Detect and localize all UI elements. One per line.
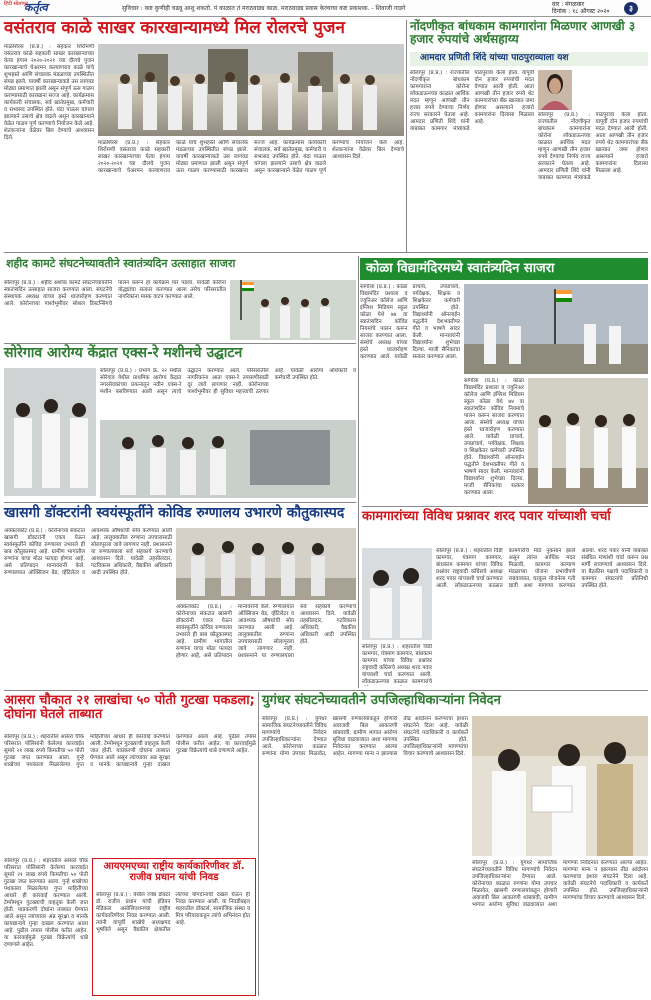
divider-h3 [4, 502, 356, 503]
a5-photo-left [4, 368, 96, 496]
a9-headline: आयएमएच्या राष्ट्रीय कार्यकारिणीवर डॉ. राजीव प्रधान यांची निवड [103, 861, 245, 883]
a9-body: सोलापूर (प्र.प्र.) : येथील ज्येष्ठ डॉक्टर डॉ. राजीव प्रधान यांची इंडियन मेडिकल असोसिएशनच्या राष्ट्रीय कार्यकारिणीवर निवड करण्यात आली. त्यांनी यापूर्वी शाखेचे अध्यक्षपद भूषविले असून वैद्यकीय क्षेत्रातील त्यांच्या योगदानाची दखल घेऊन ही निवड करण्यात आली. या निवडीबद्दल शहरातील डॉक्टर्स, सामाजिक संस्था व मित्र परिवाराकडून त्यांचे अभिनंदन होत आहे. [96, 892, 250, 933]
a8-headline: आसरा चौकात २१ लाखांचा ५० पोती गुटखा पकडला; दोघांना घेतले ताब्यात [4, 693, 255, 722]
a7-body: सोलापूर (प्र.प्र.) : शहरातील विडी कामगार, यंत्रमाग कामगार, बांधकाम कामगार यांच्या विविध प्रश्नांवर राष्ट्रवादी काँग्रेसचे अध्यक्ष शरद पवार यांच्याशी चर्चा करण्यात आली. लॉकडाऊनच्या काळात कामगारांचे मोठे नुकसान झाले असून त्यांना आर्थिक मदत मिळावी, कामगार कल्याण मंडळाच्या योजना प्रभावीपणे राबवाव्यात, घरकुल योजनेला गती द्यावी अशा मागण्या करण्यात आल्या. शरद पवार यांनी याबाबत संबंधित मंत्र्यांशी चर्चा करून प्रश्न मार्गी लावण्याचे आश्वासन दिले. या बैठकीस पक्षाचे पदाधिकारी व कामगार संघटनांचे प्रतिनिधी उपस्थित होते. [436, 548, 648, 589]
a2-body-cols-right: सोलापूर (प्र.प्र.) : राज्यातील नोंदणीकृत बांधकाम कामगारांना कोरोना लॉकडाऊनच्या काळात आर्थिक मदत म्हणून आणखी तीन हजार रुपये देण्याचा निर्णय राज्य सरकारने घेतला आहे. आमदार प्रणिती शिंदे यांनी याबाबत कामगार मंत्र्यांकडे पाठपुरावा केला होता. यापूर्वी दोन हजार रुपयांची मदत देण्यात आली होती. आता आणखी तीन हजार रुपये थेट कामगारांच्या बँक खात्यात जमा होणार असल्याने हजारो कामगारांना दिलासा मिळाला आहे. [538, 112, 648, 181]
a10-photo [472, 716, 648, 856]
a6-headline: खासगी डॉक्टरांनी स्वयंस्फूर्तीने कोविड रुग्णालय उभारणे कौतुकास्पद [4, 505, 345, 521]
a3-photo-svg [230, 280, 356, 340]
a5-photo-right-svg [100, 420, 356, 498]
a7-photo [362, 548, 432, 640]
a4-photo-bottom [528, 378, 648, 504]
divider-h4 [362, 506, 648, 507]
divider-h5 [4, 690, 648, 691]
a3-headline: शहीद कामटे संघटनेच्यावतीने स्वातंत्र्यदिन उत्साहात साजरा [6, 257, 236, 270]
a1-headline: वसंतराव काळे साखर कारखान्यामध्ये मिल रोलरचे पुजन [4, 18, 345, 38]
divider-h2 [4, 343, 356, 344]
a6-photo [176, 528, 356, 600]
a10-photo-svg [472, 716, 648, 856]
a6-body-right: अक्कलकोट (प्र.प्र.) : कोरोनाच्या संकटात खासगी डॉक्टरांनी एकत्र येऊन स्वयंस्फूर्तीने कोविड रुग्णालय उभारले ही बाब कौतुकास्पद आहे. ग्रामीण भागातील रुग्णांना याचा मोठा फायदा होणार आहे, असे प्रतिपादन मान्यवरांनी केले. रुग्णालयात ऑक्सिजन बेड, व्हेंटिलेटर व आवश्यक औषधांची सोय करण्यात आली आहे. तालुक्यातील रुग्णांना उपचारासाठी सोलापूरला जावे लागणार नाही. प्रशासनाने या रुग्णालयाला सर्व सहकार्य करण्याचे आश्वासन दिले. यावेळी तहसीलदार, गटविकास अधिकारी, वैद्यकीय अधिकारी आदी उपस्थित होते. [176, 604, 356, 659]
a3-body: सोलापूर (प्र.प्र.) : शहीद अशोक कामटे संघटनेच्यावतीने स्वातंत्र्यदिन उत्साहात साजरा करण्यात आला. संघटनेचे संस्थापक अध्यक्ष यांच्या हस्ते ध्वजारोहण करण्यात आले. कोरोनाच्या पार्श्वभूमीवर सोशल डिस्टन्सिंगचे पालन करून हा कार्यक्रम पार पडला. यावेळी कोरोना योद्ध्यांचा सत्कार करण्यात आला तसेच परिसरातील नागरिकांना मास्क वाटप करण्यात आले. [4, 280, 226, 307]
a4-photo-bottom-svg [528, 378, 648, 504]
page-number: ३ [624, 2, 638, 15]
divider-v2 [358, 256, 359, 688]
masthead-quote: सुविचार : कष्ट कुणीही चढवू आशु शकतो. पं काळात तं मराठवाड्य काळ. मराठवाड्य प्रवास केल्याचा कष्ट प्रकाशक. - शिवाजी गाडगे [122, 5, 406, 12]
a4-body-right: सांगोला (प्र.प्र.) : कोळा विद्यामंदिर प्रशाला व ज्युनिअर कॉलेज आणि इंग्लिश मिडियम स्कूल कोळा येथे ७४ वा स्वातंत्र्यदिन कोविड नियमांचे पालन करून साजरा करण्यात आला. संस्थेचे अध्यक्ष यांच्या हस्ते ध्वजारोहण करण्यात आले. यावेळी प्राचार्य, उपप्राचार्य, पर्यवेक्षक, शिक्षक व शिक्षकेतर कर्मचारी उपस्थित होते. विद्यार्थ्यांनी ऑनलाईन पद्धतीने देशभक्तीपर गीते व भाषणे सादर केली. मान्यवरांनी विद्यार्थ्यांना शुभेच्छा दिल्या. माजी सैनिकांचा सत्कार करण्यात आला. [464, 378, 524, 496]
a2-body-cols: सोलापूर (प्र.प्र.) : राज्यातील नोंदणीकृत बांधकाम कामगारांना कोरोना लॉकडाऊनच्या काळात आर्थिक मदत म्हणून आणखी तीन हजार रुपये देण्याचा निर्णय राज्य सरकारने घेतला आहे. आमदार प्रणिती शिंदे यांनी याबाबत कामगार मंत्र्यांकडे पाठपुरावा केला होता. यापूर्वी दोन हजार रुपयांची मदत देण्यात आली होती. आता आणखी तीन हजार रुपये थेट कामगारांच्या बँक खात्यात जमा होणार असल्याने हजारो कामगारांना दिलासा मिळाला आहे. [410, 70, 534, 132]
a7-photo-svg [362, 548, 432, 640]
a5-photo-right [100, 420, 356, 498]
masthead-day: वार : मंगळवार [552, 1, 585, 8]
divider-v3 [258, 692, 259, 996]
a10-headline: युगंधर संघटनेच्यावतीने उपजिल्हाधिकाऱ्यांना निवेदन [262, 693, 501, 708]
a10-body: सोलापूर (प्र.प्र.) : युगंधर सामाजिक संघटनेच्यावतीने विविध मागण्यांचे निवेदन उपजिल्हाधिकाऱ्यांना देण्यात आले. कोरोनाच्या काळात रुग्णांना योग्य उपचार मिळावेत, खासगी रुग्णालयांकडून होणारी अवाजवी बिल आकारणी थांबवावी, ग्रामीण भागात आरोग्य सुविधा वाढवाव्यात अशा मागण्या निवेदनात करण्यात आल्या आहेत. मागण्या मान्य न झाल्यास तीव्र आंदोलन करण्याचा इशारा संघटनेने दिला आहे. यावेळी संघटनेचे पदाधिकारी व कार्यकर्ते उपस्थित होते. उपजिल्हाधिकाऱ्यांनी मागण्यांचा विचार करण्याचे आश्वासन दिले. [262, 716, 468, 757]
a7-body-left: सोलापूर (प्र.प्र.) : शहरातील विडी कामगार, यंत्रमाग कामगार, बांधकाम कामगार यांच्या विविध प्रश्नांवर राष्ट्रवादी काँग्रेसचे अध्यक्ष शरद पवार यांच्याशी चर्चा करण्यात आली. लॉकडाऊनच्या काळात कामगारांचे [362, 644, 432, 685]
a2-subhead: आमदार प्रणिती शिंदे यांच्या पाठपुराव्याला यश [420, 53, 569, 63]
a1-body-cols: माळशिरस (प्र.प्र.) : सहकार शिरोमणी वसंतराव काळे सहकारी साखर कारखान्याच्या येत्या हंगाम २०२०-२०२१ च्या दौलचे पुजन कारखान्याचे चेअरमन कल्याणराव काळे यांचे शुभहस्ते आणि संचालक मंडळाच्या उपस्थितीत संपन्न झाले. यावर्षी कारखान्याकडे उस लागवड मोठ्या प्रमाणात झाली असून संपूर्ण ऊस गाळप करण्यासाठी कारखाना सज्ज आहे. कार्यक्रमास कार्यकारी संचालक, सर्व खातेप्रमुख, कर्मचारी व सभासद उपस्थित होते. यंदा पाऊस चांगला झाल्याने उसाचे क्षेत्र वाढले असून कारखान्याने वेळेत गाळप पूर्ण करण्याचे नियोजन केले आहे. शेतकऱ्यांना वेळेवर बिल देण्याचे आश्वासन दिले. [98, 140, 404, 174]
a2-portrait [538, 70, 572, 110]
a4-photo-top [464, 284, 648, 374]
a6-body-left: अक्कलकोट (प्र.प्र.) : कोरोनाच्या संकटात खासगी डॉक्टरांनी एकत्र येऊन स्वयंस्फूर्तीने कोविड रुग्णालय उभारले ही बाब कौतुकास्पद आहे. ग्रामीण भागातील रुग्णांना याचा मोठा फायदा होणार आहे, असे प्रतिपादन मान्यवरांनी केले. रुग्णालयात ऑक्सिजन बेड, व्हेंटिलेटर व आवश्यक औषधांची सोय करण्यात आली आहे. तालुक्यातील रुग्णांना उपचारासाठी सोलापूरला जावे लागणार नाही. प्रशासनाने या रुग्णालयाला सर्व सहकार्य करण्याचे आश्वासन दिले. यावेळी तहसीलदार, गटविकास अधिकारी, वैद्यकीय अधिकारी आदी उपस्थित होते. [4, 528, 172, 576]
masthead-location: हिंदी सोलापूर [4, 1, 28, 7]
a1-photo [98, 44, 404, 136]
newspaper-logo: कर्तृत्व [24, 1, 48, 14]
a1-photo-svg [98, 44, 404, 136]
a3-photo [230, 280, 356, 340]
a8-body: सोलापूर (प्र.प्र.) : शहरातील आसरा चौक परिसरात पोलिसांनी केलेल्या कारवाईत सुमारे २१ लाख रुपये किमतीचा ५० पोती गुटखा जप्त करण्यात आला. गुन्हे शाखेच्या पथकाला मिळालेल्या गुप्त माहितीच्या आधारे ही कारवाई करण्यात आली. टेम्पोमधून गुटख्याची वाहतूक केली जात होती. याप्रकरणी दोघांना ताब्यात घेण्यात आले असून त्यांच्यावर अन्न सुरक्षा व मानके कायद्यान्वये गुन्हा दाखल करण्यात आला आहे. पुढील तपास पोलीस करीत आहेत. या कारवाईमुळे गुटखा विक्रेत्यांचे धाबे दणाणले आहेत. [4, 734, 256, 768]
divider-v1 [406, 20, 407, 252]
a5-headline: सोरेगाव आरोग्य केंद्रात एक्स-रे मशीनचे उद्घाटन [4, 345, 243, 361]
a1-body-col1: माळशिरस (प्र.प्र.) : सहकार शिरोमणी वसंतराव काळे सहकारी साखर कारखान्याच्या येत्या हंगाम २०२०-२०२१ च्या दौलचे पुजन कारखान्याचे चेअरमन कल्याणराव काळे यांचे शुभहस्ते आणि संचालक मंडळाच्या उपस्थितीत संपन्न झाले. यावर्षी कारखान्याकडे उस लागवड मोठ्या प्रमाणात झाली असून संपूर्ण ऊस गाळप करण्यासाठी कारखाना सज्ज आहे. कार्यक्रमास कार्यकारी संचालक, सर्व खातेप्रमुख, कर्मचारी व सभासद उपस्थित होते. यंदा पाऊस चांगला झाल्याने उसाचे क्षेत्र वाढले असून कारखान्याने वेळेत गाळप पूर्ण करण्याचे नियोजन केले आहे. शेतकऱ्यांना वेळेवर बिल देण्याचे आश्वासन दिले. [4, 44, 94, 141]
divider-h1 [4, 252, 648, 253]
a7-headline: कामगारांच्या विविध प्रश्नावर शरद पवार यांच्याशी चर्चा [362, 509, 611, 524]
a4-body: सांगोला (प्र.प्र.) : कोळा विद्यामंदिर प्रशाला व ज्युनिअर कॉलेज आणि इंग्लिश मिडियम स्कूल कोळा येथे ७४ वा स्वातंत्र्यदिन कोविड नियमांचे पालन करून साजरा करण्यात आला. संस्थेचे अध्यक्ष यांच्या हस्ते ध्वजारोहण करण्यात आले. यावेळी प्राचार्य, उपप्राचार्य, पर्यवेक्षक, शिक्षक व शिक्षकेतर कर्मचारी उपस्थित होते. विद्यार्थ्यांनी ऑनलाईन पद्धतीने देशभक्तीपर गीते व भाषणे सादर केली. मान्यवरांनी विद्यार्थ्यांना शुभेच्छा दिल्या. माजी सैनिकांचा सत्कार करण्यात आला. [360, 284, 460, 360]
a4-headline: कोळा विद्यामंदिरमध्ये स्वातंत्र्यदिन साजरा [366, 261, 555, 276]
a5-body: सोलापूर (प्र.प्र.) : प्रभाग क्र. २२ मधील सोरेगाव येथील प्राथमिक आरोग्य केंद्रात नगरसेवकांच्या प्रयत्नातून नवीन एक्स-रे मशीन बसविण्यात आली असून त्याचे उद्घाटन करण्यात आले. परिसरातील नागरिकांना आता एक्स-रे तपासणीसाठी दूर जावे लागणार नाही. कोरोनाच्या पार्श्वभूमीवर ही सुविधा महत्त्वाची ठरणार आहे. यावेळी आरोग्य अधिकारी व कर्मचारी उपस्थित होते. [100, 368, 356, 395]
a10-body-right: सोलापूर (प्र.प्र.) : युगंधर सामाजिक संघटनेच्यावतीने विविध मागण्यांचे निवेदन उपजिल्हाधिकाऱ्यांना देण्यात आले. कोरोनाच्या काळात रुग्णांना योग्य उपचार मिळावेत, खासगी रुग्णालयांकडून होणारी अवाजवी बिल आकारणी थांबवावी, ग्रामीण भागात आरोग्य सुविधा वाढवाव्यात अशा मागण्या निवेदनात करण्यात आल्या आहेत. मागण्या मान्य न झाल्यास तीव्र आंदोलन करण्याचा इशारा संघटनेने दिला आहे. यावेळी संघटनेचे पदाधिकारी व कार्यकर्ते उपस्थित होते. उपजिल्हाधिकाऱ्यांनी मागण्यांचा विचार करण्याचे आश्वासन दिले. [472, 860, 648, 908]
a5-photo-left-svg [4, 368, 96, 496]
masthead-dateblock [552, 1, 609, 15]
a2-portrait-svg [538, 70, 572, 110]
masthead-date: दिनांक : १८ ऑगस्ट २०२० [552, 8, 610, 15]
a4-photo-top-svg [464, 284, 648, 374]
a6-photo-svg [176, 528, 356, 600]
a2-headline: नोंदणीकृत बांधकाम कामगारांना मिळणार आणखी ३ हजार रुपयांचे अर्थसहाय्य [410, 19, 636, 46]
a8-body-bottom: सोलापूर (प्र.प्र.) : शहरातील आसरा चौक परिसरात पोलिसांनी केलेल्या कारवाईत सुमारे २१ लाख रुपये किमतीचा ५० पोती गुटखा जप्त करण्यात आला. गुन्हे शाखेच्या पथकाला मिळालेल्या गुप्त माहितीच्या आधारे ही कारवाई करण्यात आली. टेम्पोमधून गुटख्याची वाहतूक केली जात होती. याप्रकरणी दोघांना ताब्यात घेण्यात आले असून त्यांच्यावर अन्न सुरक्षा व मानके कायद्यान्वये गुन्हा दाखल करण्यात आला आहे. पुढील तपास पोलीस करीत आहेत. या कारवाईमुळे गुटखा विक्रेत्यांचे धाबे दणाणले आहेत. [4, 858, 88, 948]
